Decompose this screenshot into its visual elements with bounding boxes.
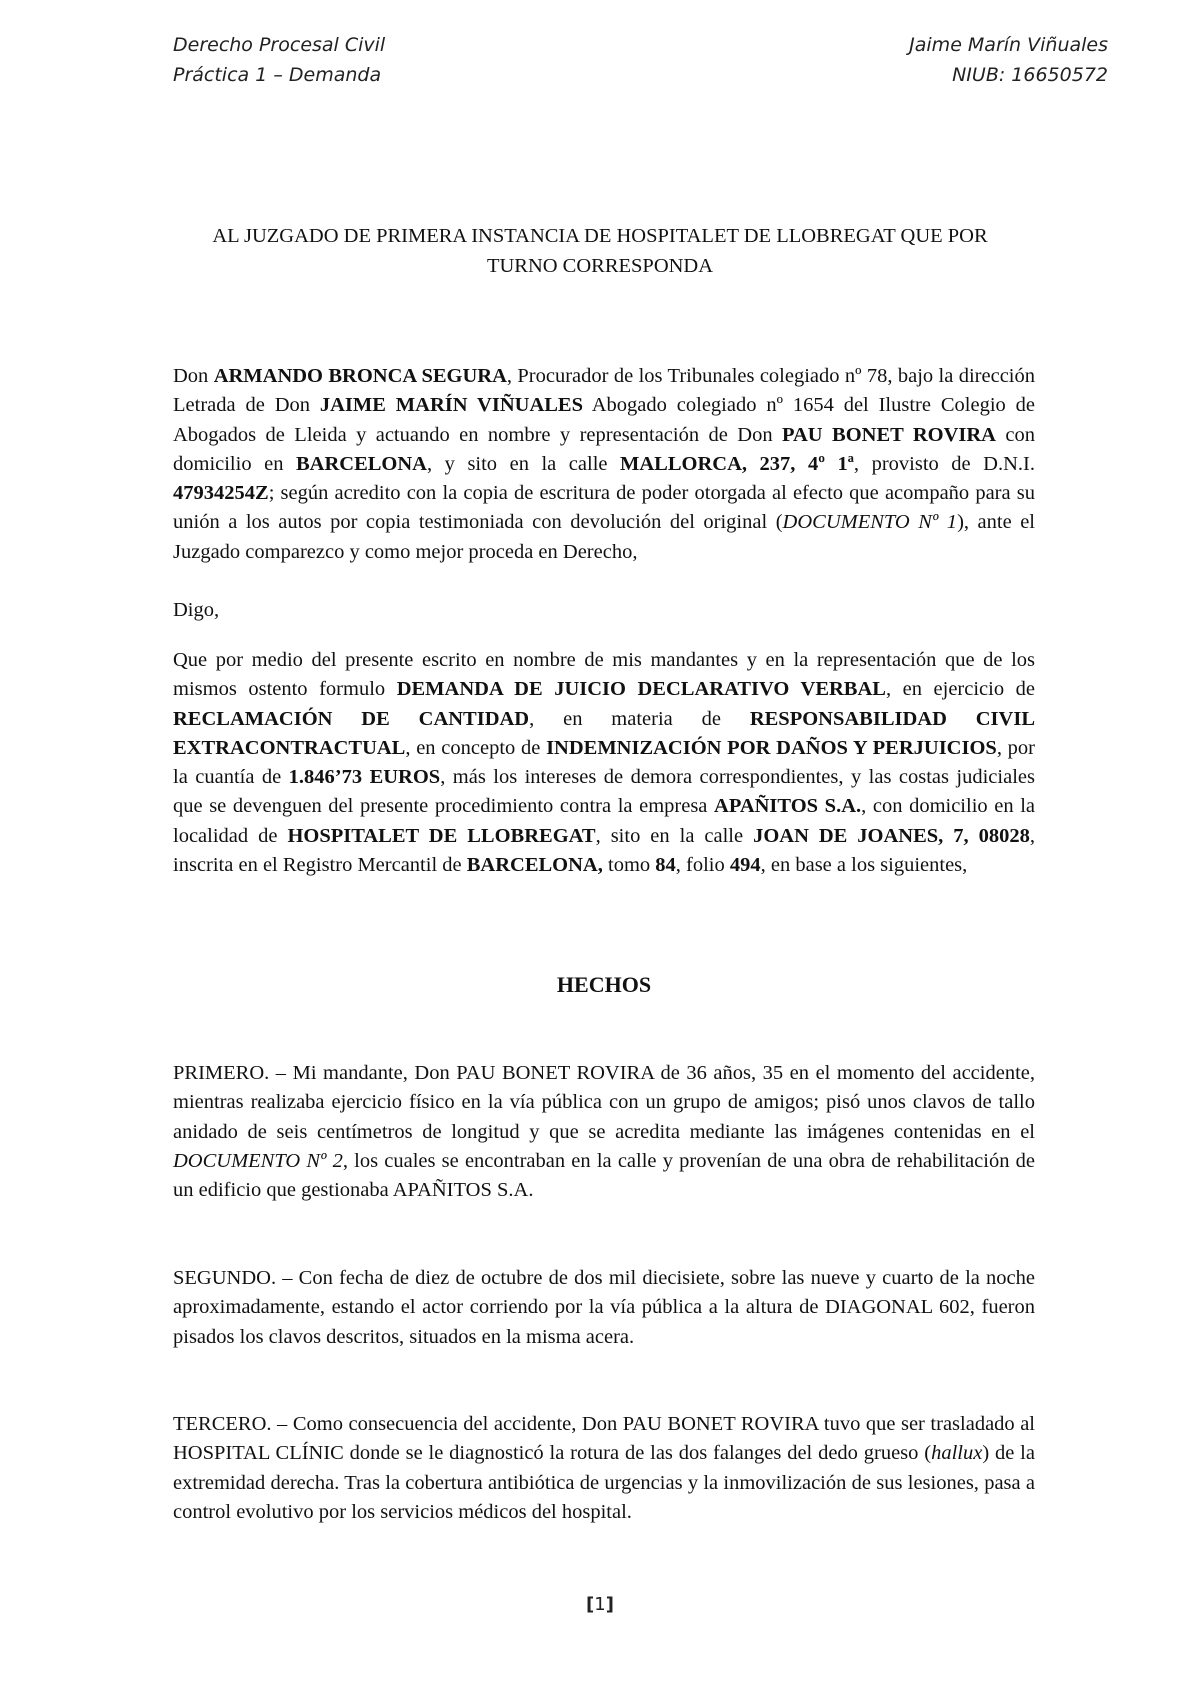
text-run: PRIMERO. – Mi mandante, Don PAU BONET ROVIRA de 36 años, 35 en el momento del accidente, mientras realizaba ejercicio físico en la vía pública con un grupo de amigos; pisó unos clavos de tallo anidado de seis centímetros de longitud y que se acredita mediante las imágenes contenidas en el [173, 1062, 1035, 1143]
medical-term: hallux [931, 1442, 983, 1465]
bracket-close: ] [605, 1594, 614, 1615]
compensation-type: INDEMNIZACIÓN POR DAÑOS Y PERJUICIOS [546, 736, 997, 759]
text-run: , sito en la calle [595, 824, 754, 847]
demand-type: DEMANDA DE JUICIO DECLARATIVO VERBAL [396, 678, 886, 701]
registry-city: BARCELONA, [466, 854, 603, 877]
defendant-city: HOSPITALET DE LLOBREGAT [287, 824, 596, 847]
procurador-name: ARMANDO BRONCA SEGURA [213, 365, 507, 387]
court-address-line1: AL JUZGADO DE PRIMERA INSTANCIA DE HOSPITALET DE LLOBREGAT QUE POR [212, 225, 988, 247]
text-run: , por la cuantía de [173, 736, 1035, 789]
intro-paragraph [173, 362, 1035, 567]
page-number [0, 1591, 1200, 1619]
text-run: Abogado colegiado nº 1654 del Ilustre Colegio de Abogados de Lleida y actuando en nombre y representación de Don [173, 394, 1035, 446]
hechos-heading: HECHOS [556, 972, 652, 997]
registry-folio: 494 [729, 854, 761, 877]
fact-primero [173, 1059, 1035, 1205]
text-run: , los cuales se encontraban en la calle y provenían de una obra de rehabilitación de un edificio que gestionaba APAÑITOS S.A. [173, 1149, 1035, 1202]
text-run: TERCERO. – Como consecuencia del accidente, Don PAU BONET ROVIRA tuvo que ser trasladado al HOSPITAL CLÍNIC donde se le diagnosticó la rotura de las dos falanges del dedo grueso ( [173, 1413, 1035, 1465]
text-run: tomo [602, 854, 656, 877]
document-reference: DOCUMENTO Nº 2 [173, 1149, 343, 1172]
document-reference: DOCUMENTO Nº 1 [782, 511, 958, 534]
client-street: MALLORCA, 237, 4º 1ª [620, 452, 854, 475]
course-title: Derecho Procesal Civil [173, 34, 386, 56]
liability-type: RESPONSABILIDAD CIVIL EXTRACONTRACTUAL [173, 707, 1035, 759]
author-name: Jaime Marín Viñuales [909, 34, 1108, 56]
text-run: , Procurador de los Tribunales colegiado nº 78, bajo la dirección Letrada de Don [173, 365, 1035, 417]
text-run: SEGUNDO. – Con fecha de diez de octubre de dos mil diecisiete, sobre las nueve y cuarto de la noche aproximadamente, estando el actor corriendo por la vía pública a la altura de DIAGONAL 602, fueron pisados los clavos descritos, situados en la misma acera. [173, 1267, 1035, 1348]
text-run: , provisto de D.N.I. [853, 452, 1035, 475]
text-run: , en concepto de [405, 736, 547, 759]
text-run: Que por medio del presente escrito en nombre de mis mandantes y en la representación que de los mismos ostento formulo [173, 649, 1035, 701]
fact-segundo [173, 1264, 1035, 1352]
page-number-value: 1 [594, 1594, 606, 1615]
client-name: PAU BONET ROVIRA [782, 423, 996, 446]
text-run: ; según acredito con la copia de escritura de poder otorgada al efecto que acompaño para su unión a los autos por copia testimoniada con devolución del original ( [173, 482, 1035, 534]
practice-title: Práctica 1 – Demanda [173, 64, 382, 86]
text-run: , con domicilio en la localidad de [173, 795, 1036, 847]
claim-type: RECLAMACIÓN DE CANTIDAD [173, 707, 530, 730]
text-run: , en ejercicio de [885, 678, 1035, 701]
claim-amount: 1.846’73 EUROS [288, 766, 441, 789]
text-run: ), ante el Juzgado comparezco y como mejor proceda en Derecho, [173, 511, 1035, 563]
client-dni: 47934254Z [173, 482, 269, 505]
demand-paragraph [173, 646, 1035, 880]
text-run: , en materia de [529, 707, 750, 730]
court-address [160, 221, 1040, 281]
header-right [909, 30, 1108, 90]
bracket-open: [ [586, 1594, 595, 1615]
text-run: , más los intereses de demora correspondientes, y las costas judiciales que se devenguen del presente procedimiento contra la empresa [173, 766, 1035, 818]
lawyer-name: JAIME MARÍN VIÑUALES [319, 394, 583, 417]
text-run: Don [173, 365, 214, 387]
text-run: , inscrita en el Registro Mercantil de [173, 824, 1035, 877]
defendant-address: JOAN DE JOANES, 7, 08028 [753, 824, 1030, 847]
court-address-line2: TURNO CORRESPONDA [486, 255, 714, 277]
text-run: , folio [675, 854, 730, 877]
defendant-name: APAÑITOS S.A. [714, 795, 862, 818]
header-left [173, 30, 385, 90]
student-id: NIUB: 16650572 [952, 64, 1108, 86]
text-run: ) de la extremidad derecha. Tras la cobertura antibiótica de urgencias y la inmovilización de sus lesiones, pasa a control evolutivo por los servicios médicos del hospital. [173, 1442, 1035, 1523]
text-run: , en base a los siguientes, [760, 854, 968, 877]
digo-paragraph: Digo, [173, 599, 220, 621]
registry-tomo: 84 [655, 854, 676, 877]
text-run: con domicilio en [173, 423, 1035, 475]
client-city: BARCELONA [296, 452, 427, 475]
text-run: , y sito en la calle [427, 452, 621, 475]
fact-tercero [173, 1410, 1035, 1527]
